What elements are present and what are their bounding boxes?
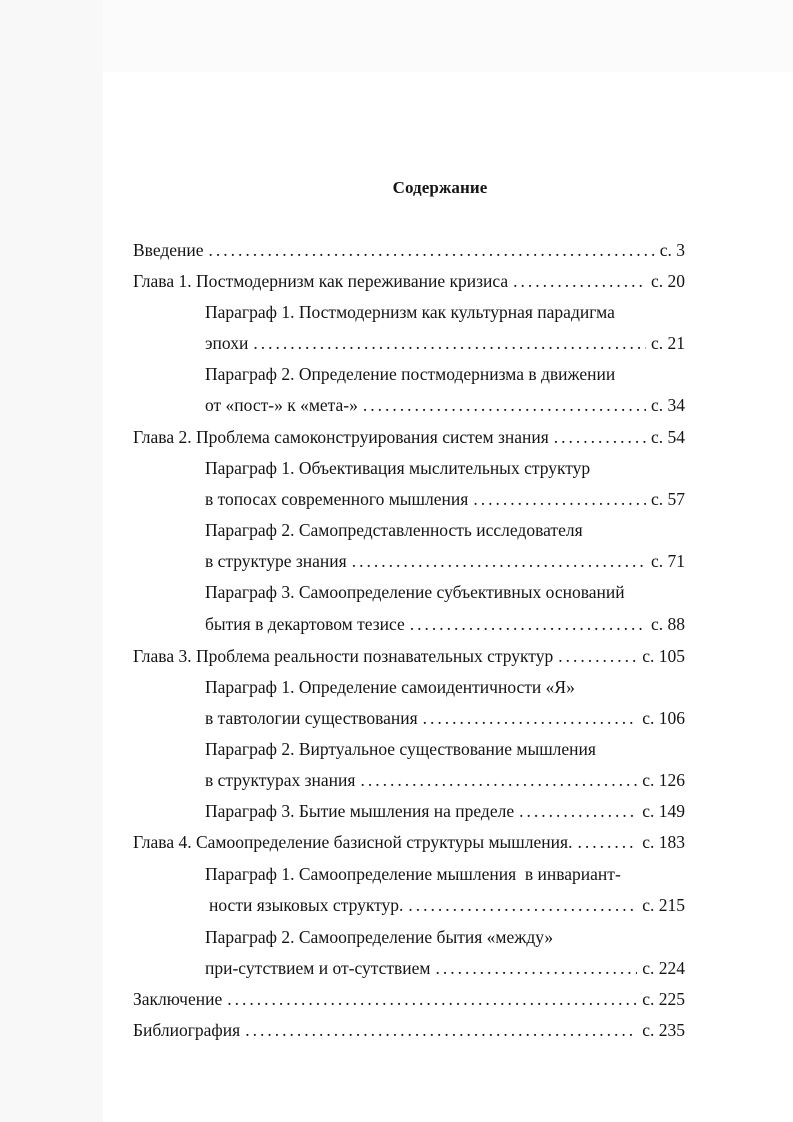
- dot-leader: [577, 834, 637, 852]
- toc-entry-4-1-line1: Параграф 1. Самоопределение мышления в инвариант-: [205, 864, 621, 884]
- dot-leader: [473, 491, 646, 509]
- page-title: Содержание: [392, 178, 488, 197]
- dot-leader: [360, 772, 637, 790]
- toc-page-number: с. 183: [642, 832, 685, 852]
- toc-entry-chapter-4: [133, 832, 685, 858]
- dot-leader: [209, 242, 655, 260]
- toc-entry-2-2: [205, 551, 685, 577]
- toc-page-number: с. 3: [659, 240, 685, 260]
- toc-entry-2-1: [205, 489, 685, 515]
- toc-entry-4-2: [205, 958, 685, 984]
- toc-entry-3-1: [205, 708, 685, 734]
- toc-entry-chapter-1: [133, 271, 685, 297]
- dot-leader: [352, 553, 646, 571]
- toc-entry-4-1: [209, 895, 685, 921]
- toc-entry-text: эпохи: [205, 333, 249, 353]
- toc-entry-1-2-line1: Параграф 2. Определение постмодернизма в движении: [205, 364, 616, 384]
- dot-leader: [435, 960, 637, 978]
- toc-entry-3-2-line1: Параграф 2. Виртуальное существование мышления: [205, 739, 596, 759]
- toc-entry-4-2-line1: Параграф 2. Самоопределение бытия «между»: [205, 927, 554, 947]
- toc-page-number: с. 57: [650, 489, 685, 509]
- toc-entry-text: Библиография: [133, 1020, 241, 1040]
- toc-page-number: с. 215: [642, 895, 685, 915]
- toc-entry-chapter-2: [133, 427, 685, 453]
- toc-entry-bibliography: [133, 1020, 685, 1046]
- toc-page-number: с. 126: [642, 770, 685, 790]
- scan-margin-top: [103, 0, 793, 72]
- dot-leader: [408, 897, 637, 915]
- dot-leader: [554, 429, 646, 447]
- toc-page-number: с. 20: [650, 271, 685, 291]
- dot-leader: [513, 273, 646, 291]
- dot-leader: [423, 710, 638, 728]
- toc-entry-3-2: [205, 770, 685, 796]
- dot-leader: [363, 397, 646, 415]
- toc-entry-text: Заключение: [133, 989, 223, 1009]
- toc-entry-2-2-line1: Параграф 2. Самопредставленность исследователя: [205, 520, 583, 540]
- dot-leader: [227, 991, 637, 1009]
- toc-entry-introduction: [133, 240, 685, 266]
- dot-leader: [519, 803, 637, 821]
- toc-entry-text: Глава 4. Самоопределение базисной структуры мышления.: [133, 832, 573, 852]
- toc-entry-text: в топосах современного мышления: [205, 489, 469, 509]
- toc-page-number: с. 71: [650, 551, 685, 571]
- dot-leader: [245, 1022, 637, 1040]
- toc-entry-text: в тавтологии существования: [205, 708, 418, 728]
- toc-entry-text: при-сутствием и от-сутствием: [205, 958, 431, 978]
- toc-entry-conclusion: [133, 989, 685, 1015]
- scan-margin-left: [0, 0, 103, 1122]
- toc-entry-text: бытия в декартовом тезисе: [205, 614, 405, 634]
- toc-page-number: с. 105: [642, 646, 685, 666]
- toc-page-number: с. 225: [642, 989, 685, 1009]
- toc-page-number: с. 224: [642, 958, 685, 978]
- toc-page-number: с. 88: [650, 614, 685, 634]
- toc-page-number: с. 54: [650, 427, 685, 447]
- dot-leader: [253, 335, 646, 353]
- toc-entry-text: Параграф 3. Бытие мышления на пределе: [205, 801, 515, 821]
- toc-entry-3-1-line1: Параграф 1. Определение самоидентичности «Я»: [205, 677, 575, 697]
- dot-leader: [410, 616, 646, 634]
- toc-page-number: с. 21: [650, 333, 685, 353]
- toc-entry-1-2: [205, 395, 685, 421]
- toc-page-number: с. 235: [642, 1020, 685, 1040]
- toc-entry-2-1-line1: Параграф 1. Объективация мыслительных структур: [205, 458, 591, 478]
- toc-entry-2-3-line1: Параграф 3. Самоопределение субъективных оснований: [205, 582, 625, 602]
- toc-entry-text: от «пост-» к «мета-»: [205, 395, 358, 415]
- dot-leader: [558, 648, 637, 666]
- toc-page-number: с. 34: [650, 395, 685, 415]
- toc-entry-text: Глава 2. Проблема самоконструирования систем знания: [133, 427, 549, 447]
- toc-entry-text: Глава 3. Проблема реальности познавательных структур: [133, 646, 554, 666]
- toc-entry-1-1: [205, 333, 685, 359]
- toc-entry-text: ности языковых структур.: [209, 895, 404, 915]
- toc-entry-text: Введение: [133, 240, 204, 260]
- toc-entry-text: в структуре знания: [205, 551, 347, 571]
- toc-entry-chapter-3: [133, 646, 685, 672]
- toc-entry-text: Глава 1. Постмодернизм как переживание кризиса: [133, 271, 509, 291]
- toc-page-number: с. 149: [642, 801, 685, 821]
- toc-entry-3-3: [205, 801, 685, 827]
- toc-page-number: с. 106: [642, 708, 685, 728]
- toc-entry-text: в структурах знания: [205, 770, 356, 790]
- toc-entry-1-1-line1: Параграф 1. Постмодернизм как культурная парадигма: [205, 302, 615, 322]
- toc-entry-2-3: [205, 614, 685, 640]
